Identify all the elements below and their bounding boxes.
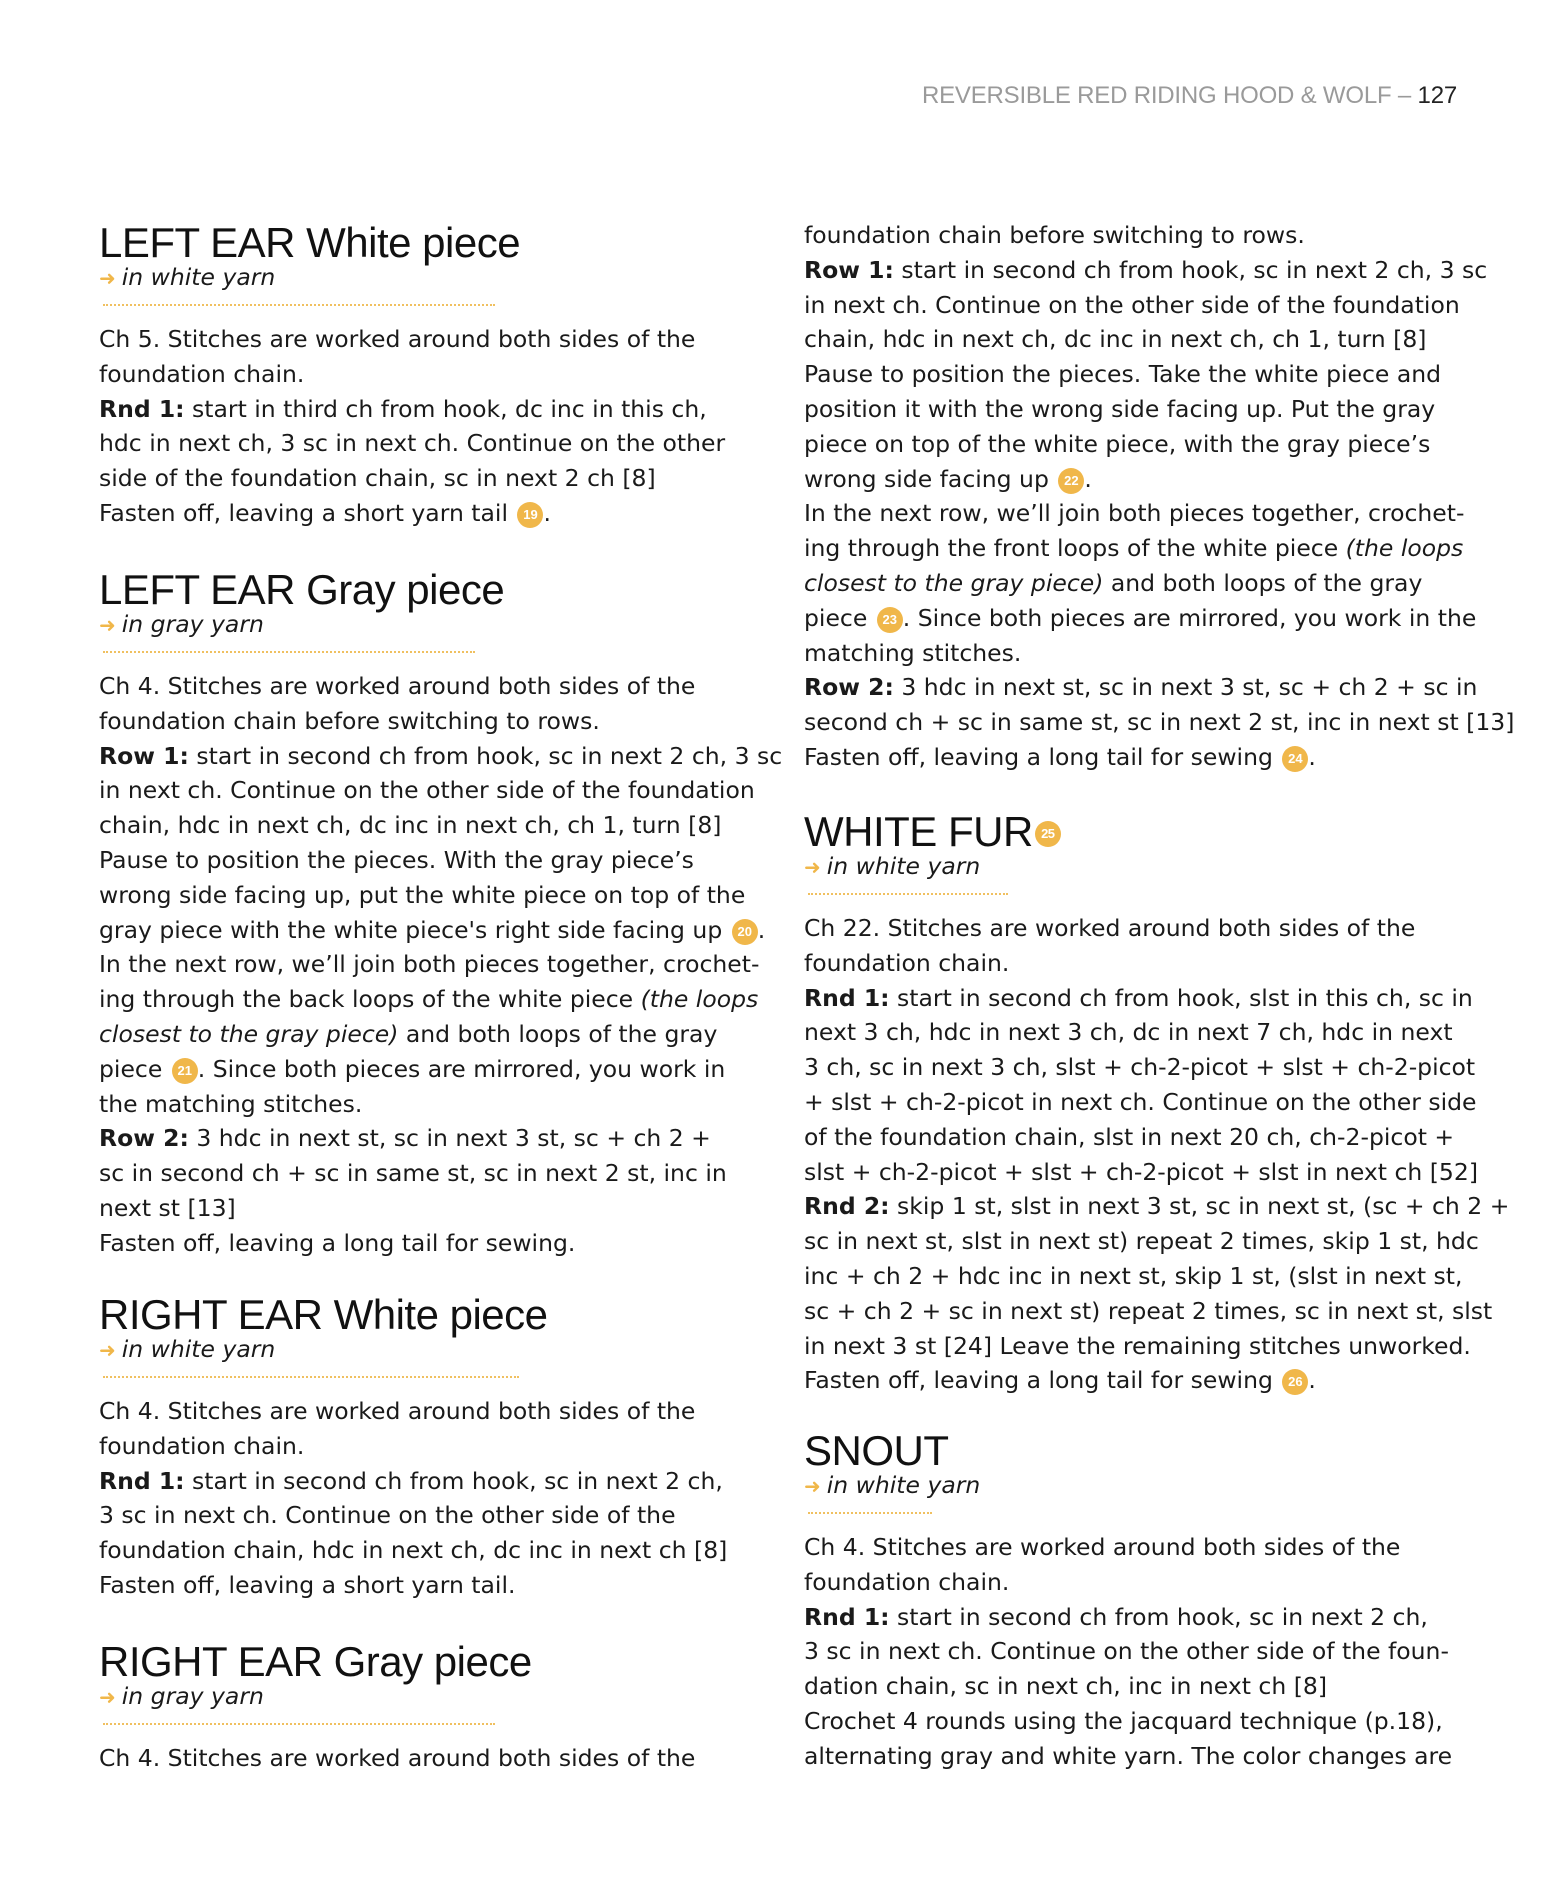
- text-span: Fasten off, leaving a long tail for sewing: [804, 1366, 1281, 1395]
- round-label: Rnd 1:: [99, 1466, 185, 1495]
- yarn-label: in white yarn: [121, 263, 276, 291]
- text-line: [804, 981, 1494, 1016]
- left-ear-gray-instructions: [99, 669, 783, 1261]
- step-badge: 25: [1035, 821, 1061, 847]
- page-number: 127: [1417, 82, 1457, 109]
- italic-note: (the loops: [1345, 534, 1464, 563]
- text-line: Ch 4. Stitches are worked around both sides of the: [804, 1533, 1401, 1561]
- text-line: [804, 740, 1494, 775]
- text-line: side of the foundation chain, sc in next 2 ch [8]: [99, 464, 656, 493]
- italic-note: closest to the gray piece): [804, 568, 1104, 597]
- text-line: foundation chain.: [99, 1431, 305, 1460]
- text-line: foundation chain before switching to rows.: [804, 221, 1305, 249]
- text-line: sc in next st, slst in next st) repeat 2 times, skip 1 st, hdc: [804, 1227, 1479, 1256]
- text-line: foundation chain, hdc in next ch, dc inc in next ch [8]: [99, 1536, 728, 1565]
- section-divider: [103, 1723, 495, 1725]
- text-line: In the next row, we’ll join both pieces together, crochet-: [99, 950, 760, 979]
- text-line: [99, 913, 766, 948]
- text-span: gray piece with the white piece's right side facing up: [99, 915, 730, 944]
- text-line: [804, 601, 1494, 636]
- running-header: [922, 82, 1457, 110]
- text-line: [804, 253, 1494, 288]
- text-line: Ch 4. Stitches are worked around both sides of the: [99, 672, 696, 700]
- right-ear-gray-title: RIGHT EAR Gray piece: [99, 1638, 532, 1685]
- text-line: piece on top of the white piece, with the gray piece’s: [804, 429, 1431, 458]
- step-badge: 19: [517, 502, 543, 528]
- text-line: Ch 4. Stitches are worked around both sides of the: [99, 1397, 696, 1425]
- text-line: [99, 739, 783, 774]
- text-span: and both loops of the gray: [1103, 568, 1423, 597]
- text-line: hdc in next ch, 3 sc in next ch. Continue on the other: [99, 429, 726, 458]
- text-line: Ch 4. Stitches are worked around both sides of the: [99, 1744, 696, 1772]
- text-line: alternating gray and white yarn. The color changes are: [804, 1741, 1453, 1770]
- right-ear-gray-instructions: [99, 1741, 759, 1776]
- text-line: [804, 1600, 1494, 1635]
- text-span: . Since both pieces are mirrored, you work in the: [902, 603, 1477, 632]
- white-fur-yarn: [804, 852, 980, 881]
- round-label: Rnd 1:: [804, 983, 890, 1012]
- text-line: slst + ch-2-picot + slst + ch-2-picot + slst in next ch [52]: [804, 1157, 1478, 1186]
- text-line: In the next row, we’ll join both pieces together, crochet-: [804, 499, 1465, 528]
- left-ear-white-instructions: [99, 322, 759, 531]
- text-line: 3 ch, sc in next 3 ch, slst + ch-2-picot + slst + ch-2-picot: [804, 1053, 1476, 1082]
- yarn-label: in white yarn: [826, 852, 981, 880]
- snout-title: SNOUT: [804, 1427, 949, 1474]
- right-ear-gray-yarn: [99, 1682, 264, 1711]
- step-badge: 21: [172, 1058, 198, 1084]
- text-span: piece: [99, 1054, 170, 1083]
- italic-note: (the loops: [640, 985, 759, 1014]
- arrow-right-icon: ➜: [99, 266, 116, 290]
- text-span: start in second ch from hook, sc in next 2 ch,: [184, 1466, 723, 1495]
- text-line: next 3 ch, hdc in next 3 ch, dc in next 7 ch, hdc in next: [804, 1018, 1453, 1047]
- text-span: wrong side facing up: [804, 464, 1057, 493]
- text-line: Pause to position the pieces. Take the white piece and: [804, 360, 1442, 389]
- text-line: sc in second ch + sc in same st, sc in next 2 st, inc in: [99, 1159, 727, 1188]
- header-title: REVERSIBLE RED RIDING HOOD & WOLF: [921, 82, 1392, 109]
- text-line: in next ch. Continue on the other side of the foundation: [804, 290, 1460, 319]
- left-ear-white-yarn: [99, 263, 275, 292]
- yarn-label: in gray yarn: [121, 1682, 264, 1710]
- text-line: [99, 392, 759, 427]
- title-text: WHITE FUR: [804, 808, 1033, 855]
- section-divider: [808, 1512, 932, 1514]
- left-ear-gray-yarn: [99, 610, 264, 639]
- text-span: start in third ch from hook, dc inc in this ch,: [184, 394, 707, 423]
- yarn-label: in white yarn: [121, 1335, 276, 1363]
- white-fur-instructions: [804, 911, 1510, 1398]
- yarn-label: in white yarn: [826, 1471, 981, 1499]
- text-span: ing through the back loops of the white piece: [99, 985, 641, 1014]
- text-line: position it with the wrong side facing up. Put the gray: [804, 394, 1436, 423]
- text-line: 3 sc in next ch. Continue on the other side of the foun-: [804, 1637, 1449, 1666]
- right-ear-white-instructions: [99, 1394, 759, 1603]
- text-line: Fasten off, leaving a long tail for sewing.: [99, 1228, 576, 1257]
- text-span: start in second ch from hook, slst in this ch, sc in: [889, 983, 1473, 1012]
- text-line: in next 3 st [24] Leave the remaining stitches unworked.: [804, 1331, 1471, 1360]
- arrow-right-icon: ➜: [99, 613, 116, 637]
- snout-yarn: [804, 1471, 980, 1500]
- text-line: [99, 1017, 759, 1052]
- section-divider: [808, 893, 1008, 895]
- text-line: [99, 1052, 759, 1087]
- section-divider: [103, 651, 475, 653]
- text-line: foundation chain.: [804, 948, 1010, 977]
- text-span: .: [1308, 1366, 1316, 1395]
- text-line: 3 sc in next ch. Continue on the other side of the: [99, 1501, 676, 1530]
- text-line: Fasten off, leaving a short yarn tail.: [99, 1570, 516, 1599]
- arrow-right-icon: ➜: [99, 1338, 116, 1362]
- text-line: [804, 462, 1494, 497]
- text-line: chain, hdc in next ch, dc inc in next ch, ch 1, turn [8]: [99, 811, 722, 840]
- text-line: matching stitches.: [804, 638, 1022, 667]
- arrow-right-icon: ➜: [804, 855, 821, 879]
- text-line: foundation chain.: [99, 359, 305, 388]
- text-span: skip 1 st, slst in next 3 st, sc in next st, (sc + ch 2 +: [889, 1192, 1510, 1221]
- right-ear-gray-continued: [804, 218, 1515, 775]
- text-line: [99, 1121, 759, 1156]
- text-span: start in second ch from hook, sc in next 2 ch,: [889, 1602, 1428, 1631]
- step-badge: 20: [732, 919, 758, 945]
- text-line: Ch 5. Stitches are worked around both sides of the: [99, 325, 696, 353]
- section-divider: [103, 1376, 519, 1378]
- text-line: Pause to position the pieces. With the gray piece’s: [99, 845, 694, 874]
- text-line: foundation chain.: [804, 1567, 1010, 1596]
- step-badge: 23: [877, 607, 903, 633]
- section-divider: [103, 304, 495, 306]
- arrow-right-icon: ➜: [804, 1474, 821, 1498]
- text-line: [804, 1363, 1494, 1398]
- round-label: Rnd 2:: [804, 1192, 890, 1221]
- text-line: inc + ch 2 + hdc inc in next st, skip 1 st, (slst in next st,: [804, 1261, 1463, 1290]
- text-line: [804, 531, 1494, 566]
- text-line: + slst + ch-2-picot in next ch. Continue on the other side: [804, 1087, 1477, 1116]
- text-line: Crochet 4 rounds using the jacquard technique (p.18),: [804, 1706, 1443, 1735]
- text-line: in next ch. Continue on the other side of the foundation: [99, 776, 755, 805]
- text-line: [99, 496, 759, 531]
- text-span: . Since both pieces are mirrored, you work in: [197, 1054, 726, 1083]
- text-line: dation chain, sc in next ch, inc in next ch [8]: [804, 1672, 1328, 1701]
- text-line: Ch 22. Stitches are worked around both sides of the: [804, 914, 1416, 942]
- text-line: next st [13]: [99, 1193, 236, 1222]
- left-ear-gray-title: LEFT EAR Gray piece: [99, 566, 505, 613]
- header-dash: –: [1397, 82, 1412, 109]
- text-line: foundation chain before switching to rows.: [99, 706, 600, 735]
- step-badge: 26: [1282, 1369, 1308, 1395]
- row-label: Row 2:: [99, 1124, 189, 1153]
- text-span: .: [757, 915, 766, 944]
- italic-note: closest to the gray piece): [99, 1019, 399, 1048]
- text-line: of the foundation chain, slst in next 20 ch, ch-2-picot +: [804, 1122, 1455, 1151]
- text-span: start in second ch from hook, sc in next 2 ch, 3 sc: [893, 255, 1488, 284]
- right-ear-white-title: RIGHT EAR White piece: [99, 1291, 548, 1338]
- text-line: second ch + sc in same st, sc in next 2 st, inc in next st [13]: [804, 708, 1515, 737]
- text-line: [99, 1464, 759, 1499]
- left-ear-white-title: LEFT EAR White piece: [99, 219, 521, 266]
- text-span: .: [543, 498, 551, 527]
- text-span: and both loops of the gray: [398, 1019, 718, 1048]
- round-label: Rnd 1:: [804, 1602, 890, 1631]
- step-badge: 24: [1282, 746, 1308, 772]
- right-ear-white-yarn: [99, 1335, 275, 1364]
- text-line: chain, hdc in next ch, dc inc in next ch, ch 1, turn [8]: [804, 325, 1427, 354]
- text-span: 3 hdc in next st, sc in next 3 st, sc + ch 2 +: [188, 1124, 711, 1153]
- text-span: piece: [804, 603, 875, 632]
- text-span: Fasten off, leaving a short yarn tail: [99, 498, 516, 527]
- text-span: .: [1084, 464, 1092, 493]
- row-label: Row 1:: [99, 741, 189, 770]
- step-badge: 22: [1058, 468, 1084, 494]
- text-span: .: [1308, 742, 1316, 771]
- row-label: Row 1:: [804, 255, 894, 284]
- arrow-right-icon: ➜: [99, 1685, 116, 1709]
- text-span: start in second ch from hook, sc in next 2 ch, 3 sc: [188, 741, 783, 770]
- yarn-label: in gray yarn: [121, 610, 264, 638]
- text-line: wrong side facing up, put the white piece on top of the: [99, 880, 746, 909]
- round-label: Rnd 1:: [99, 394, 185, 423]
- text-span: Fasten off, leaving a long tail for sewing: [804, 742, 1281, 771]
- snout-instructions: [804, 1530, 1494, 1774]
- text-line: [804, 670, 1494, 705]
- text-line: the matching stitches.: [99, 1089, 363, 1118]
- text-span: ing through the front loops of the white piece: [804, 534, 1346, 563]
- text-line: [804, 1189, 1510, 1224]
- white-fur-title: [804, 809, 1061, 855]
- text-line: [99, 982, 759, 1017]
- row-label: Row 2:: [804, 673, 894, 702]
- text-span: 3 hdc in next st, sc in next 3 st, sc + ch 2 + sc in: [893, 673, 1478, 702]
- text-line: sc + ch 2 + sc in next st) repeat 2 times, sc in next st, slst: [804, 1296, 1493, 1325]
- text-line: [804, 566, 1494, 601]
